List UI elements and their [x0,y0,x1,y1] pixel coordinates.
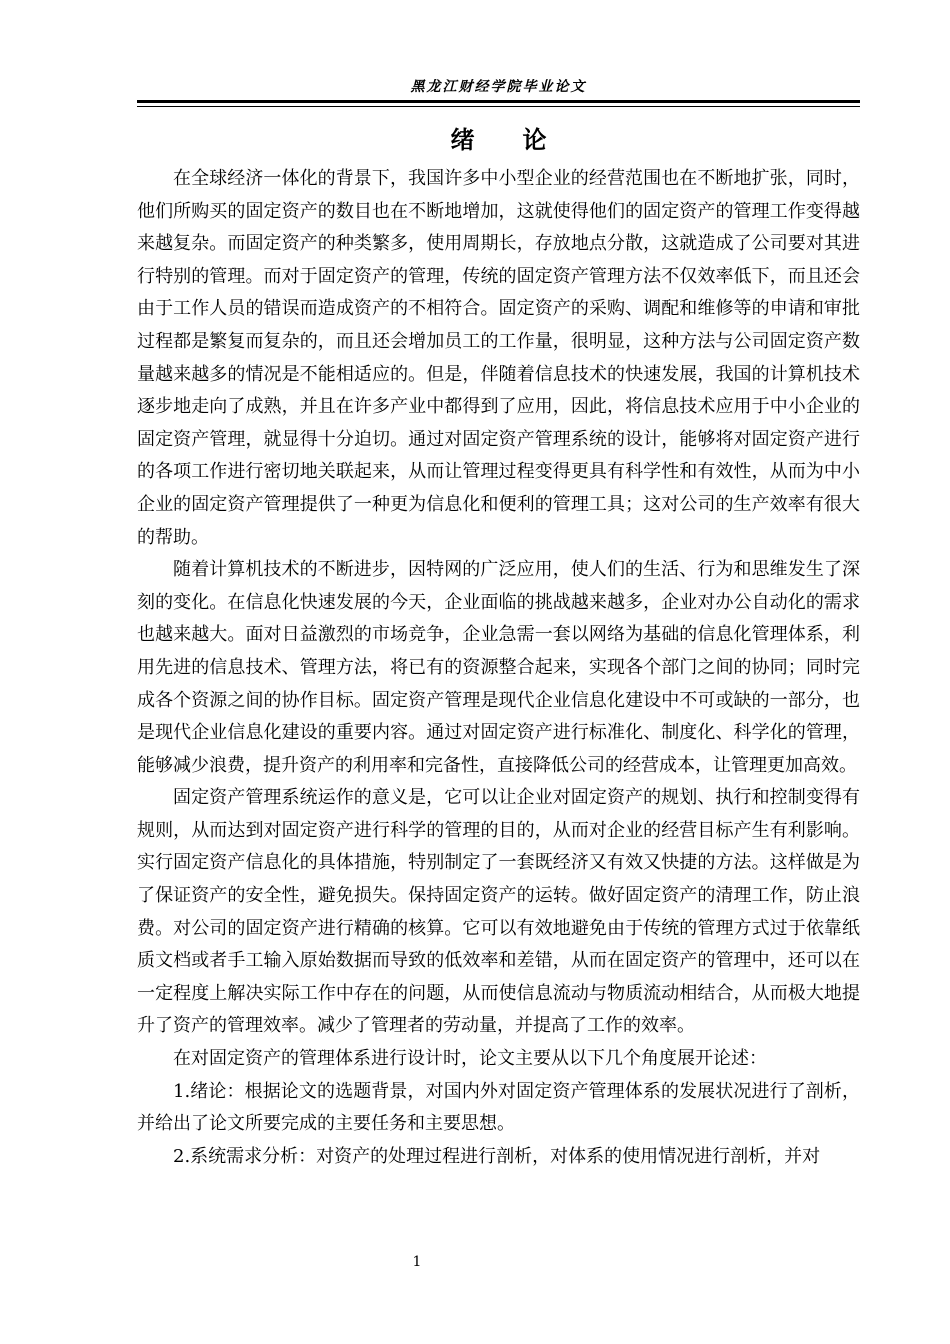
page-number: 1 [412,1254,422,1270]
paragraph-5: 1.绪论：根据论文的选题背景，对国内外对固定资产管理体系的发展状况进行了剖析，并给出了论文所要完成的主要任务和主要思想。 [137,1080,860,1135]
header-rule-thick [137,100,860,103]
running-header: 黑龙江财经学院毕业论文 [410,79,587,95]
paragraph-3: 固定资产管理系统运作的意义是，它可以让企业对固定资产的规划、执行和控制变得有规则，从而达到对固定资产进行科学的管理的目的，从而对企业的经营目标产生有利影响。实行固定资产信息化的具体措施，特别制定了一套既经济又有效又快捷的方法。这样做是为了保证资产的安全性，避免损失。保持固定资产的运转。做好固定资产的清理工作，防止浪费。对公司的固定资产进行精确的核算。它可以有效地避免由于传统的管理方式过于依靠纸质文档或者手工输入原始数据而导致的低效率和差错，从而在固定资产的管理中，还可以在一定程度上解决实际工作中存在的问题，从而使信息流动与物质流动相结合，从而极大地提升了资产的管理效率。减少了管理者的劳动量，并提高了工作的效率。 [137,787,860,1037]
paragraph-6: 2.系统需求分析：对资产的处理过程进行剖析，对体系的使用情况进行剖析，并对 [173,1145,821,1167]
body-text [137,163,860,1173]
section-title: 绪论 [450,125,595,154]
paragraph-4: 在对固定资产的管理体系进行设计时，论文主要从以下几个角度展开论述： [173,1048,767,1070]
paragraph-2: 随着计算机技术的不断进步，因特网的广泛应用，使人们的生活、行为和思维发生了深刻的变化。在信息化快速发展的今天，企业面临的挑战越来越多，企业对办公自动化的需求也越来越大。面对日益激烈的市场竞争，企业急需一套以网络为基础的信息化管理体系，利用先进的信息技术、管理方法，将已有的资源整合起来，实现各个部门之间的协同；同时完成各个资源之间的协作目标。固定资产管理是现代企业信息化建设中不可或缺的一部分，也是现代企业信息化建设的重要内容。通过对固定资产进行标准化、制度化、科学化的管理，能够减少浪费，提升资产的利用率和完备性，直接降低公司的经营成本，让管理更加高效。 [137,559,860,776]
header-rule-thin [137,106,860,107]
paragraph-1: 在全球经济一体化的背景下，我国许多中小型企业的经营范围也在不断地扩张，同时，他们所购买的固定资产的数目也在不断地增加，这就使得他们的固定资产的管理工作变得越来越复杂。而固定资产的种类繁多，使用周期长，存放地点分散，这就造成了公司要对其进行特别的管理。而对于固定资产的管理，传统的固定资产管理方法不仅效率低下，而且还会由于工作人员的错误而造成资产的不相符合。固定资产的采购、调配和维修等的申请和审批过程都是繁复而复杂的，而且还会增加员工的工作量，很明显，这种方法与公司固定资产数量越来越多的情况是不能相适应的。但是，伴随着信息技术的快速发展，我国的计算机技术逐步地走向了成熟，并且在许多产业中都得到了应用，因此，将信息技术应用于中小企业的固定资产管理，就显得十分迫切。通过对固定资产管理系统的设计，能够将对固定资产进行的各项工作进行密切地关联起来，从而让管理过程变得更具有科学性和有效性，从而为中小企业的固定资产管理提供了一种更为信息化和便利的管理工具；这对公司的生产效率有很大的帮助。 [137,168,860,548]
